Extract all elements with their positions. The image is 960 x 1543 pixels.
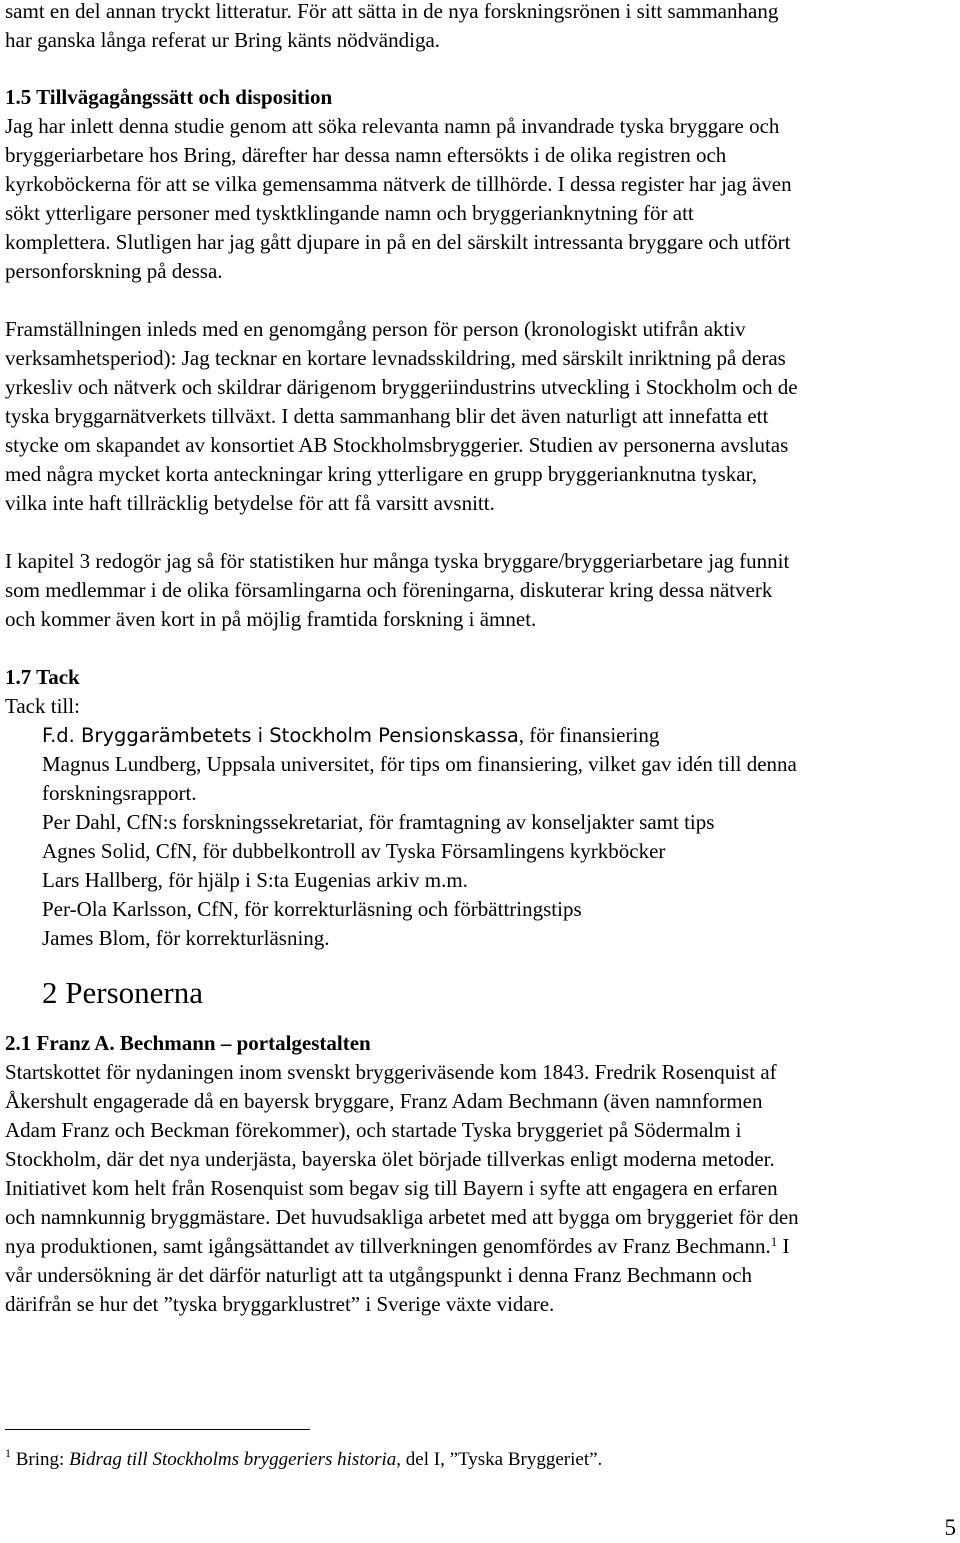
footnote-number: 1 — [5, 1446, 11, 1460]
text-line: personforskning på dessa. — [5, 259, 223, 283]
section-heading-1-5: 1.5 Tillvägagångssätt och disposition — [5, 85, 333, 109]
text-line: Startskottet för nydaningen inom svenskt bryggeriväsende kom 1843. Fredrik Rosenquist af — [5, 1060, 777, 1084]
footnote-title: Bidrag till Stockholms bryggeriers historia — [69, 1449, 397, 1470]
intro-line: samt en del annan tryckt litteratur. För att sätta in de nya forskningsrönen i sitt sammanhang — [5, 0, 779, 23]
text-line: tyska bryggarnätverkets tillväxt. I detta sammanhang blir det även naturligt att innefatta ett — [5, 404, 769, 428]
footnote — [5, 1447, 602, 1473]
text-line: Stockholm, där det nya underjästa, bayerska ölet började tillverkas enligt moderna metoder. — [5, 1147, 775, 1171]
text-line: komplettera. Slutligen har jag gått djupare in på en del särskilt intressanta bryggare och utfört — [5, 230, 791, 254]
text-span: I — [777, 1234, 790, 1258]
thanks-intro: Tack till: — [5, 694, 80, 718]
chapter-heading-2: 2 Personerna — [42, 975, 203, 1010]
text-line: och namnkunnig bryggmästare. Det huvudsakliga arbetet med att bygga om bryggeriet för den — [5, 1205, 799, 1229]
thanks-item: forskningsrapport. — [42, 781, 197, 805]
thanks-item: Agnes Solid, CfN, för dubbelkontroll av Tyska Församlingens kyrkböcker — [42, 839, 666, 863]
text-line: bryggeriarbetare hos Bring, därefter har dessa namn eftersökts i de olika registren och — [5, 143, 727, 167]
text-line: kyrkoböckerna för att se vilka gemensamma nätverk de tillhörde. I dessa register har jag även — [5, 172, 792, 196]
text-line: verksamhetsperiod): Jag tecknar en kortare levnadsskildring, med särskilt inriktning på deras — [5, 346, 786, 370]
text-line: stycke om skapandet av konsortiet AB Stockholmsbryggerier. Studien av personerna avslutas — [5, 433, 789, 457]
intro-line: har ganska långa referat ur Bring känts nödvändiga. — [5, 28, 441, 52]
text-line: som medlemmar i de olika församlingarna och föreningarna, diskuterar kring dessa nätverk — [5, 578, 773, 602]
footnote-ref[interactable]: 1 — [770, 1234, 778, 1249]
thanks-item: Magnus Lundberg, Uppsala universitet, för tips om finansiering, vilket gav idén till denna — [42, 752, 797, 776]
text-line: Framställningen inleds med en genomgång person för person (kronologiskt utifrån aktiv — [5, 317, 746, 341]
text-line: Åkershult engagerade då en bayersk bryggare, Franz Adam Bechmann (även namnformen — [5, 1089, 763, 1113]
thanks-org-name: F.d. Bryggarämbetets i Stockholm Pensionskassa — [42, 724, 519, 747]
text-line: yrkesliv och nätverk och skildrar därigenom bryggeriindustrins utveckling i Stockholm och de — [5, 375, 798, 399]
footnote-prefix: Bring: — [11, 1449, 70, 1470]
thanks-item: Per-Ola Karlsson, CfN, för korrekturläsning och förbättringstips — [42, 897, 582, 921]
text-line: därifrån se hur det ”tyska bryggarklustret” i Sverige växte vidare. — [5, 1292, 555, 1316]
text-line: och kommer även kort in på möjlig framtida forskning i ämnet. — [5, 607, 537, 631]
text-line: Initiativet kom helt från Rosenquist som begav sig till Bayern i syfte att engagera en erfaren — [5, 1176, 778, 1200]
thanks-org-rest: , för finansiering — [518, 723, 660, 747]
thanks-item: Per Dahl, CfN:s forskningssekretariat, för framtagning av konseljakter samt tips — [42, 810, 715, 834]
document-page — [5, 0, 960, 1319]
footnote-suffix: , del I, ”Tyska Bryggeriet”. — [396, 1449, 603, 1470]
text-line: Adam Franz och Beckman förekommer), och startade Tyska bryggeriet på Södermalm i — [5, 1118, 742, 1142]
section-heading-1-7: 1.7 Tack — [5, 665, 80, 689]
text-line: med några mycket korta anteckningar kring ytterligare en grupp bryggerianknutna tyskar, — [5, 462, 757, 486]
text-line: vilka inte haft tillräcklig betydelse för att få varsitt avsnitt. — [5, 491, 495, 515]
text-line: vår undersökning är det därför naturligt att ta utgångspunkt i denna Franz Bechmann och — [5, 1263, 753, 1287]
thanks-list — [5, 721, 960, 953]
section-heading-2-1: 2.1 Franz A. Bechmann – portalgestalten — [5, 1031, 371, 1055]
thanks-item: Lars Hallberg, för hjälp i S:ta Eugenias arkiv m.m. — [42, 868, 468, 892]
text-line: I kapitel 3 redogör jag så för statistiken hur många tyska bryggare/bryggeriarbetare jag funnit — [5, 549, 790, 573]
text-line: sökt ytterligare personer med tysktklingande namn och bryggerianknytning för att — [5, 201, 694, 225]
thanks-item — [42, 721, 960, 750]
footnote-separator — [5, 1429, 310, 1430]
text-span: nya produktionen, samt igångsättandet av tillverkningen genomfördes av Franz Bechmann. — [5, 1234, 771, 1258]
page-number: 5 — [944, 1515, 956, 1540]
text-line: Jag har inlett denna studie genom att söka relevanta namn på invandrade tyska bryggare och — [5, 114, 780, 138]
text-line — [5, 1232, 960, 1261]
thanks-item: James Blom, för korrekturläsning. — [42, 926, 330, 950]
